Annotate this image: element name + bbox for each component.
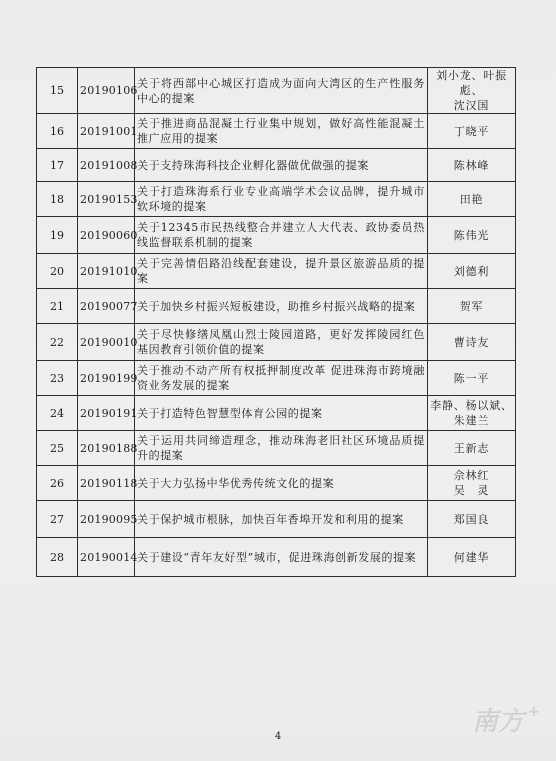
proposal-code: 20190188 xyxy=(78,431,135,466)
proposal-code: 20191008 xyxy=(78,149,135,182)
proposal-title: 关于完善情侣路沿线配套建设，提升景区旅游品质的提案 xyxy=(135,254,428,289)
proposal-authors xyxy=(428,538,516,577)
table-row xyxy=(37,114,516,149)
proposal-code: 20190199 xyxy=(78,361,135,396)
row-number: 19 xyxy=(37,217,78,254)
row-number: 26 xyxy=(37,466,78,501)
proposal-authors xyxy=(428,466,516,501)
proposal-code: 20190077 xyxy=(78,289,135,324)
author-name: 佘林红 xyxy=(453,469,490,482)
proposal-table xyxy=(36,67,516,577)
proposal-authors xyxy=(428,361,516,396)
row-number: 20 xyxy=(37,254,78,289)
author-name: 何建华 xyxy=(453,550,490,564)
table-row xyxy=(37,324,516,361)
svg-text:+: + xyxy=(528,704,540,720)
table-row xyxy=(37,396,516,431)
author-name: 王新志 xyxy=(453,441,490,455)
row-number: 27 xyxy=(37,501,78,538)
table-row xyxy=(37,501,516,538)
watermark-logo xyxy=(470,700,548,740)
table-row xyxy=(37,68,516,114)
proposal-authors xyxy=(428,396,516,431)
table-row xyxy=(37,538,516,577)
author-name: 曹诗友 xyxy=(453,335,490,349)
row-number: 17 xyxy=(37,149,78,182)
row-number: 28 xyxy=(37,538,78,577)
table-row xyxy=(37,361,516,396)
proposal-code: 20191010 xyxy=(78,254,135,289)
table-row xyxy=(37,182,516,217)
proposal-title: 关于运用共同缔造理念，推动珠海老旧社区环境品质提升的提案 xyxy=(135,431,428,466)
row-number: 24 xyxy=(37,396,78,431)
proposal-code: 20190060 xyxy=(78,217,135,254)
proposal-title: 关于加快乡村振兴短板建设，助推乡村振兴战略的提案 xyxy=(135,289,428,324)
author-name: 郑国良 xyxy=(453,512,490,526)
author-name: 朱建兰 xyxy=(453,414,490,427)
proposal-code: 20190106 xyxy=(78,68,135,114)
proposal-title: 关于大力弘扬中华优秀传统文化的提案 xyxy=(135,466,428,501)
author-name: 丁晓平 xyxy=(453,124,490,138)
proposal-code: 20190010 xyxy=(78,324,135,361)
author-name: 田艳 xyxy=(459,192,484,206)
table-row xyxy=(37,289,516,324)
author-name: 刘德利 xyxy=(453,264,490,278)
proposal-title: 关于12345市民热线整合并建立人大代表、政协委员热线监督联系机制的提案 xyxy=(135,217,428,254)
row-number: 21 xyxy=(37,289,78,324)
row-number: 25 xyxy=(37,431,78,466)
proposal-title: 关于推动不动产所有权抵押制度改革 促进珠海市跨境融资业务发展的提案 xyxy=(135,361,428,396)
proposal-code: 20190095 xyxy=(78,501,135,538)
author-name: 贺军 xyxy=(459,299,484,313)
author-name: 李静、杨以斌、 xyxy=(430,399,513,412)
table-row xyxy=(37,149,516,182)
author-name: 陈伟光 xyxy=(453,228,490,242)
proposal-authors xyxy=(428,149,516,182)
author-name: 刘小龙、叶振彪、 xyxy=(436,69,507,97)
row-number: 23 xyxy=(37,361,78,396)
table-row xyxy=(37,466,516,501)
proposal-code: 20191001 xyxy=(78,114,135,149)
proposal-code: 20190191 xyxy=(78,396,135,431)
table-row xyxy=(37,217,516,254)
proposal-title: 关于打造珠海系行业专业高端学术会议品牌，提升城市软环境的提案 xyxy=(135,182,428,217)
proposal-title: 关于建设“青年友好型”城市，促进珠海创新发展的提案 xyxy=(135,538,428,577)
proposal-title: 关于保护城市根脉，加快百年香埠开发和利用的提案 xyxy=(135,501,428,538)
proposal-table-body xyxy=(37,68,516,577)
proposal-title: 关于支持珠海科技企业孵化器做优做强的提案 xyxy=(135,149,428,182)
proposal-authors xyxy=(428,182,516,217)
proposal-title: 关于打造特色智慧型体育公园的提案 xyxy=(135,396,428,431)
proposal-authors xyxy=(428,114,516,149)
proposal-authors xyxy=(428,501,516,538)
proposal-title: 关于将西部中心城区打造成为面向大湾区的生产性服务中心的提案 xyxy=(135,68,428,114)
proposal-authors xyxy=(428,431,516,466)
table-row xyxy=(37,254,516,289)
proposal-authors xyxy=(428,254,516,289)
author-name: 陈林峰 xyxy=(453,158,490,172)
proposal-authors xyxy=(428,324,516,361)
proposal-code: 20190118 xyxy=(78,466,135,501)
row-number: 18 xyxy=(37,182,78,217)
author-name: 吴 灵 xyxy=(453,484,490,497)
proposal-authors xyxy=(428,289,516,324)
proposal-title: 关于尽快修缮凤凰山烈士陵园道路，更好发挥陵园红色基因教育引领价值的提案 xyxy=(135,324,428,361)
proposal-authors xyxy=(428,217,516,254)
row-number: 22 xyxy=(37,324,78,361)
table-row xyxy=(37,431,516,466)
author-name: 陈一平 xyxy=(453,371,490,385)
page-number: 4 xyxy=(274,731,282,742)
proposal-title: 关于推进商品混凝土行业集中规划，做好高性能混凝土推广应用的提案 xyxy=(135,114,428,149)
svg-text:南方: 南方 xyxy=(472,707,525,737)
proposal-authors xyxy=(428,68,516,114)
row-number: 16 xyxy=(37,114,78,149)
proposal-code: 20190153 xyxy=(78,182,135,217)
author-name: 沈汉国 xyxy=(453,99,490,112)
row-number: 15 xyxy=(37,68,78,114)
proposal-code: 20190014 xyxy=(78,538,135,577)
